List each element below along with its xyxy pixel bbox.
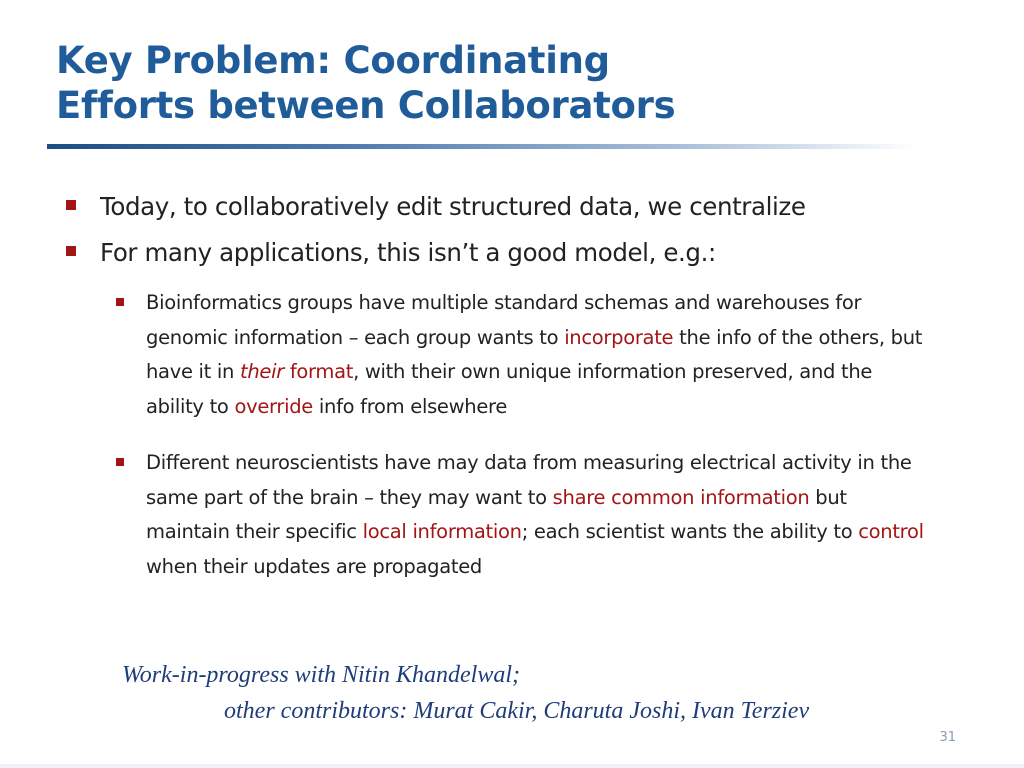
slide-title: [56, 38, 675, 128]
sub-bullet-text: [146, 451, 924, 578]
page-number: 31: [939, 730, 956, 745]
credit-line-2: other contributors: Murat Cakir, Charuta Joshi, Ivan Terziev: [224, 698, 810, 724]
title-line-1: Key Problem: Coordinating: [56, 39, 610, 82]
bullet-item: [60, 236, 960, 269]
text-run: Bioinformatics groups have multiple standard schemas and warehouses for genomic information – each group wants to: [146, 291, 862, 349]
square-bullet-icon: [116, 298, 124, 306]
square-bullet-icon: [116, 458, 124, 466]
highlight-format: format: [289, 360, 354, 383]
sub-bullet-text: [146, 291, 922, 418]
text-run: but maintain their specific: [146, 485, 847, 543]
sub-bullet-bioinformatics: [112, 286, 932, 424]
square-bullet-icon: [66, 246, 76, 256]
credit-line-1: Work-in-progress with Nitin Khandelwal;: [122, 662, 521, 688]
text-run: info from elsewhere: [313, 394, 508, 418]
title-line-2: Efforts between Collaborators: [56, 84, 676, 127]
highlight-share-common-information: share common information: [552, 485, 810, 509]
highlight-their: their: [239, 360, 284, 383]
highlight-local-information: local information: [362, 520, 522, 543]
bullet-text: Today, to collaboratively edit structured data, we centralize: [100, 192, 806, 221]
title-divider: [47, 144, 917, 149]
bullet-item: [60, 190, 960, 223]
main-bullet-list: [60, 190, 960, 282]
highlight-control: control: [858, 520, 924, 543]
highlight-incorporate: incorporate: [564, 325, 674, 349]
bullet-text: For many applications, this isn’t a good model, e.g.:: [100, 238, 716, 267]
sub-bullet-list: [112, 286, 932, 606]
footer-bar: [0, 764, 1024, 768]
sub-bullet-neuroscience: [112, 446, 932, 584]
text-run: Different neuroscientists have may data from measuring electrical activity in the same part of the brain – they may want to: [146, 451, 912, 509]
text-run: , with their own unique information preserved, and the ability to: [146, 360, 873, 418]
text-run: the info of the others, but have it in: [146, 325, 923, 383]
text-run: when their updates are propagated: [146, 554, 482, 578]
square-bullet-icon: [66, 200, 76, 210]
text-run: ; each scientist wants the ability to: [521, 520, 859, 543]
highlight-override: override: [234, 394, 314, 418]
